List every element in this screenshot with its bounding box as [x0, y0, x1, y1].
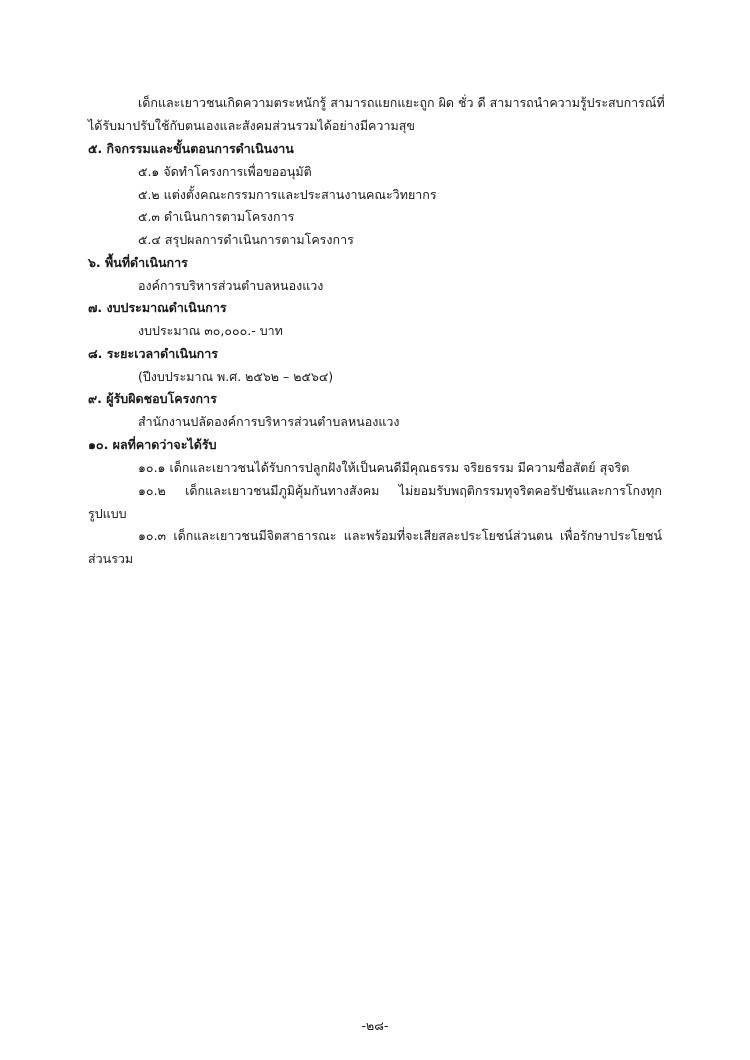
section-9-heading: ๙. ผู้รับผิดชอบโครงการ	[88, 391, 217, 406]
section-9-text: สำนักงานปลัดองค์การบริหารส่วนตำบลหนองแวง	[138, 414, 400, 429]
section-5-item-3: ๕.๓ ดำเนินการตามโครงการ	[138, 209, 295, 224]
section-10-item-1: ๑๐.๑ เด็กและเยาวชนได้รับการปลูกฝังให้เป็นคนดีมีคุณธรรม จริยธรรม มีความซื่อสัตย์ สุจริต	[138, 460, 630, 475]
section-5-item-1: ๕.๑ จัดทำโครงการเพื่อขออนุมัติ	[138, 164, 312, 179]
section-10-item-2-line-2: รูปแบบ	[88, 506, 127, 521]
section-10-item-2-line-1: ๑๐.๒ เด็กและเยาวชนมีภูมิคุ้มกันทางสังคม ไม่ยอมรับพฤติกรรมทุจริตคอรัปชันและการโกงทุก	[138, 483, 662, 498]
intro-line-2: ได้รับมาปรับใช้กับตนเองและสังคมส่วนรวมได้อย่างมีความสุข	[88, 118, 415, 133]
section-10-heading: ๑๐. ผลที่คาดว่าจะได้รับ	[88, 437, 217, 452]
section-8-heading: ๘. ระยะเวลาดำเนินการ	[88, 346, 218, 361]
section-5-item-2: ๕.๒ แต่งตั้งคณะกรรมการและประสานงานคณะวิทยากร	[138, 187, 437, 202]
section-7-text: งบประมาณ ๓๐,๐๐๐.- บาท	[138, 323, 283, 338]
section-7-heading: ๗. งบประมาณดำเนินการ	[88, 300, 227, 315]
section-10-item-3-line-1: ๑๐.๓ เด็กและเยาวชนมีจิตสาธารณะ และพร้อมที่จะเสียสละประโยชน์ส่วนตน เพื่อรักษาประโยชน์	[138, 528, 662, 543]
section-5-heading: ๕. กิจกรรมและขั้นตอนการดำเนินงาน	[88, 141, 294, 156]
page-number: -๒๘-	[361, 1018, 389, 1033]
section-6-text: องค์การบริหารส่วนตำบลหนองแวง	[138, 278, 324, 293]
section-10-item-3-line-2: ส่วนรวม	[88, 551, 134, 566]
section-5-item-4: ๕.๔ สรุปผลการดำเนินการตามโครงการ	[138, 232, 354, 247]
section-6-heading: ๖. พื้นที่ดำเนินการ	[88, 255, 188, 270]
intro-line-1: เด็กและเยาวชนเกิดความตระหนักรู้ สามารถแยกแยะถูก ผิด ชั่ว ดี สามารถนำความรู้ประสบการณ์ที่	[138, 95, 665, 110]
section-8-text: (ปีงบประมาณ พ.ศ. ๒๕๖๒ – ๒๕๖๔)	[138, 369, 334, 384]
